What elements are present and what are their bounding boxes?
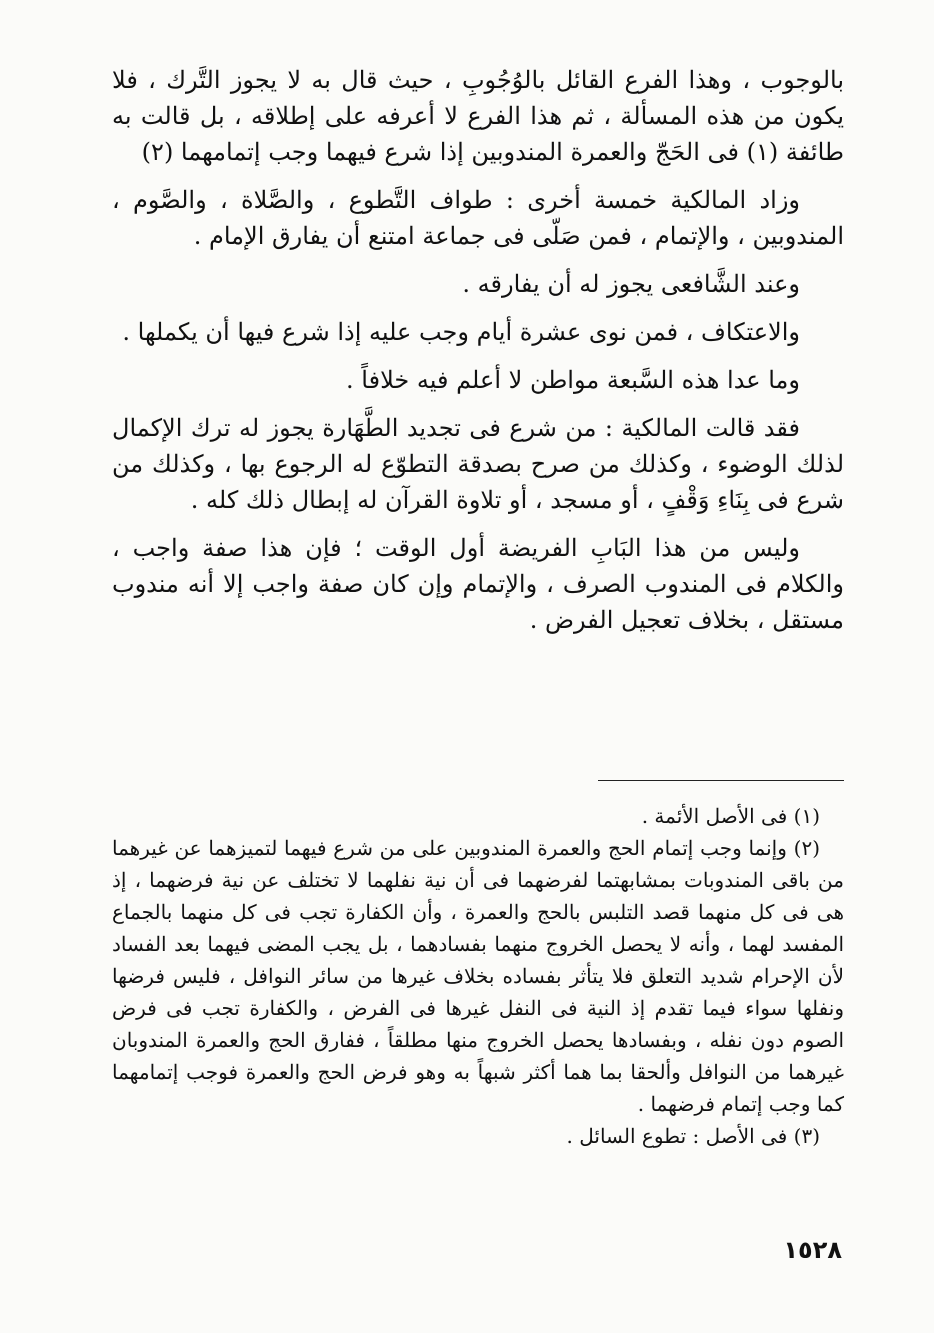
body-paragraph: وما عدا هذه السَّبعة مواطن لا أعلم فيه خلافاً . bbox=[346, 366, 800, 394]
footnote: (١) فى الأصل الأئمة . bbox=[641, 804, 820, 828]
body-paragraph: وليس من هذا البَابِ الفريضة أول الوقت ؛ فإن هذا صفة واجب ، والكلام فى المندوب الصرف ، والإتمام وإن كان صفة واجب إلا أنه مندوب مستقل ، بخلاف تعجيل الفرض . bbox=[112, 534, 844, 634]
main-body-text bbox=[112, 62, 844, 638]
body-paragraph: وعند الشَّافعى يجوز له أن يفارقه . bbox=[462, 270, 800, 298]
body-paragraph: والاعتكاف ، فمن نوى عشرة أيام وجب عليه إذا شرع فيها أن يكملها . bbox=[122, 318, 800, 346]
body-paragraph: بالوجوب ، وهذا الفرع القائل بالوُجُوبِ ، حيث قال به لا يجوز التَّرك ، فلا يكون من هذه المسألة ، ثم هذا الفرع لا أعرفه على إطلاقه ، بل قالت به طائفة (١) فى الحَجّ والعمرة المندوبين إذا شرع فيهما وجب إتمامهما (٢) bbox=[112, 66, 845, 166]
body-paragraph: فقد قالت المالكية : من شرع فى تجديد الطَّهَارة يجوز له ترك الإكمال لذلك الوضوء ، وكذلك من صرح بصدقة التطوّع له الرجوع بها ، وكذلك من شرع فى بِنَاءِ وَقْفٍ ، أو مسجد ، أو تلاوة القرآن له إبطال ذلك كله . bbox=[112, 414, 845, 514]
body-paragraph: وزاد المالكية خمسة أخرى : طواف التَّطوع ، والصَّلاة ، والصَّوم ، المندوبين ، والإتمام ، فمن صَلّى فى جماعة امتنع أن يفارق الإمام . bbox=[112, 186, 844, 250]
footnotes bbox=[112, 800, 844, 1152]
page-number: ١٥٢٨ bbox=[783, 1236, 842, 1264]
footnote: (٢) وإنما وجب إتمام الحج والعمرة المندوبين على من شرع فيهما لتميزهما عن غيرهما من باقى المندوبات بمشابهتما لفرضهما فى أن نية نفلهما لا تختلف عن نية فرضهما ، إذ هى فى كل منهما قصد التلبس بالحج والعمرة ، وأن الكفارة تجب فى كل منهما بالجماع المفسد لهما ، وأنه لا يحصل الخروج منهما بفسادهما ، بل يجب المضى فيهما بعد الفساد لأن الإحرام شديد التعلق فلا يتأثر بفساده بخلاف غيرها من سائر النوافل ، فليس فرضها ونفلها سواء فيما تقدم إذ النية فى النفل غيرها فى الفرض ، والكفارة تجب فى فرض الصوم دون نفله ، وبفسادها يحصل الخروج منها مطلقاً ، ففارق الحج والعمرة المندوبان غيرهما من النوافل وألحقا بما هما أكثر شبهاً به وهو فرض الحج والعمرة فوجب إتمامهما كما وجب إتمام فرضهما . bbox=[112, 836, 844, 1116]
footnote: (٣) فى الأصل : تطوع السائل . bbox=[566, 1124, 820, 1148]
footnote-separator bbox=[598, 780, 844, 781]
